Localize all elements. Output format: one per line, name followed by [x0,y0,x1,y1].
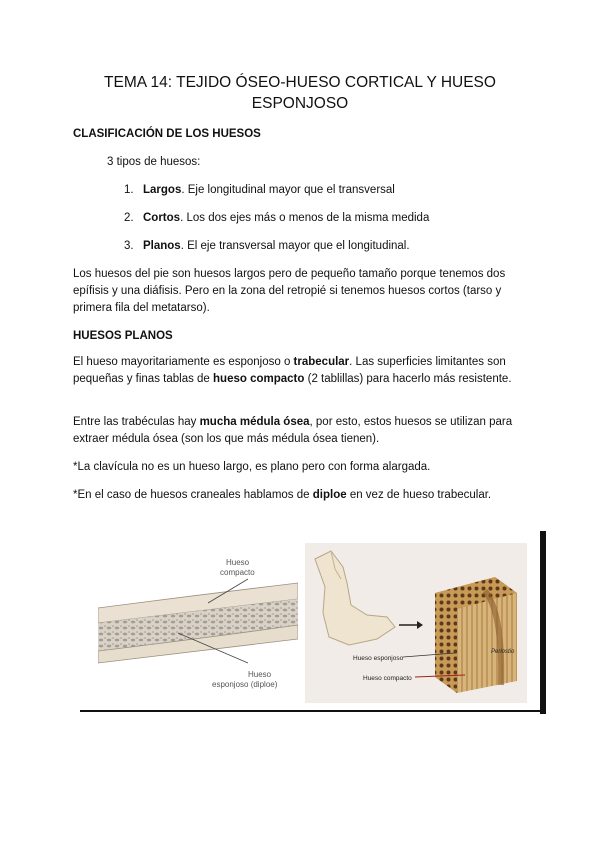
label-hueso-compacto-2: compacto [220,568,255,577]
label-hueso-esponjoso-1: Hueso [248,670,272,679]
figure-mandible-bone-block [305,543,527,703]
flat-bone-illustration [98,553,298,693]
label-hueso-compacto-1: Hueso [226,558,250,567]
term-diploe: diploe [312,489,347,501]
list-item-cortos [124,210,429,227]
label-hueso-esponjoso: Hueso esponjoso [353,655,404,662]
list-number: 3. [124,240,134,252]
list-text: . Los dos ejes más o menos de la misma medida [180,212,430,224]
mandible-bone-illustration [305,543,527,703]
figure-bottom-rule [80,710,546,712]
list-item-planos [124,238,410,255]
section-heading-planos: HUESOS PLANOS [73,330,173,342]
intro-text: 3 tipos de huesos: [107,156,201,168]
figure-flat-bone [98,553,298,693]
list-item-largos [124,182,395,199]
page-title: TEMA 14: TEJIDO ÓSEO-HUESO CORTICAL Y HUESO ESPONJOSO [104,74,496,112]
label-hueso-compacto: Hueso compacto [363,675,412,682]
term-hueso-compacto: hueso compacto [213,373,305,385]
list-term: Cortos [143,212,181,224]
list-text: . Eje longitudinal mayor que el transversal [181,184,395,196]
label-periostio: Periostio [491,649,515,655]
scan-border-vertical [540,531,546,714]
label-hueso-esponjoso-2: esponjoso (diploe) [212,680,278,689]
paragraph-trabecular: El hueso mayoritariamente es esponjoso o trabecular. Las superficies limitantes son pequeñas y finas tablas de hueso compacto (2 tablillas) para hacerlo más resistente. [73,356,512,385]
term-trabecular: trabecular [293,356,350,368]
note-diploe: *En el caso de huesos craneales hablamos de diploe en vez de hueso trabecular. [73,489,492,501]
list-number: 1. [124,184,134,196]
paragraph-medula: Entre las trabéculas hay mucha médula ósea, por esto, estos huesos se utilizan para extraer médula ósea (son los que más médula ósea tienen). [73,416,513,445]
paragraph-pie: Los huesos del pie son huesos largos pero de pequeño tamaño porque tenemos dos epífisis y una diáfisis. Pero en la zona del retropié si tenemos huesos cortos (tarso y primera fila del metatarso). [73,268,506,314]
term-medula-osea: mucha médula ósea [199,416,310,428]
list-number: 2. [124,212,134,224]
list-text: . El eje transversal mayor que el longitudinal. [180,240,410,252]
section-heading-clasificacion: CLASIFICACIÓN DE LOS HUESOS [73,128,261,140]
list-term: Largos [143,184,182,196]
note-clavicula: *La clavícula no es un hueso largo, es plano pero con forma alargada. [73,461,431,473]
list-term: Planos [143,240,181,252]
